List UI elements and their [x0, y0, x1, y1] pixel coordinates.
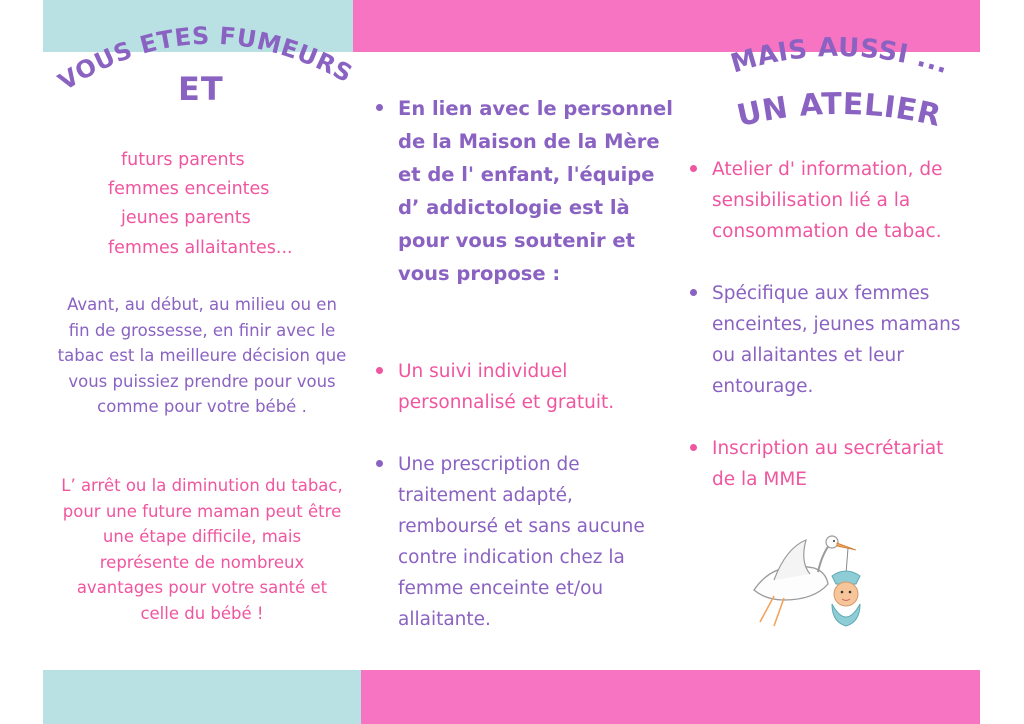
right-item-3: Inscription au secrétariat de la MME — [688, 433, 968, 495]
svg-text:MAIS AUSSI ...: MAIS AUSSI ... — [727, 32, 953, 81]
right-list — [688, 154, 968, 526]
stork-baby-icon — [744, 530, 870, 642]
left-paragraph-1: Avant, au début, au milieu ou en fin de grossesse, en finir avec le tabac est la meilleure décision que vous puissiez prendre pour vous comme pour votre bébé . — [57, 295, 347, 416]
audience-item-1: futurs parents — [121, 150, 245, 170]
audience-item-4: femmes allaitantes... — [108, 238, 293, 258]
bottom-bar-pink — [361, 670, 980, 724]
right-item-1: Atelier d' information, de sensibilisation lié a la consommation de tabac. — [688, 154, 968, 247]
right-title — [700, 20, 990, 140]
left-paragraph-2: L’ arrêt ou la diminution du tabac, pour une future maman peut être une étape difficile, mais représente de nombreux avantages pour votre santé et celle du bébé ! — [61, 476, 343, 623]
middle-intro-list — [374, 92, 674, 290]
audience-item-2: femmes enceintes — [108, 179, 270, 199]
bottom-bar-blue — [43, 670, 361, 724]
svg-text:UN ATELIER: UN ATELIER — [733, 86, 945, 135]
audience-item-3: jeunes parents — [121, 208, 251, 228]
right-item-2: Spécifique aux femmes enceintes, jeunes mamans ou allaitantes et leur entourage. — [688, 278, 968, 402]
middle-intro: En lien avec le personnel de la Maison de la Mère et de l' enfant, l'équipe d’ addictologie est là pour vous soutenir et vous propose : — [374, 92, 674, 290]
middle-item-2: Une prescription de traitement adapté, remboursé et sans aucune contre indication chez la femme enceinte et/ou allaitante. — [374, 449, 674, 635]
middle-list — [374, 356, 674, 666]
left-title-et: ET — [178, 70, 224, 108]
middle-item-1: Un suivi individuel personnalisé et gratuit. — [374, 356, 674, 418]
svg-text:VOUS ETES FUMEURS: VOUS ETES FUMEURS — [53, 21, 358, 97]
